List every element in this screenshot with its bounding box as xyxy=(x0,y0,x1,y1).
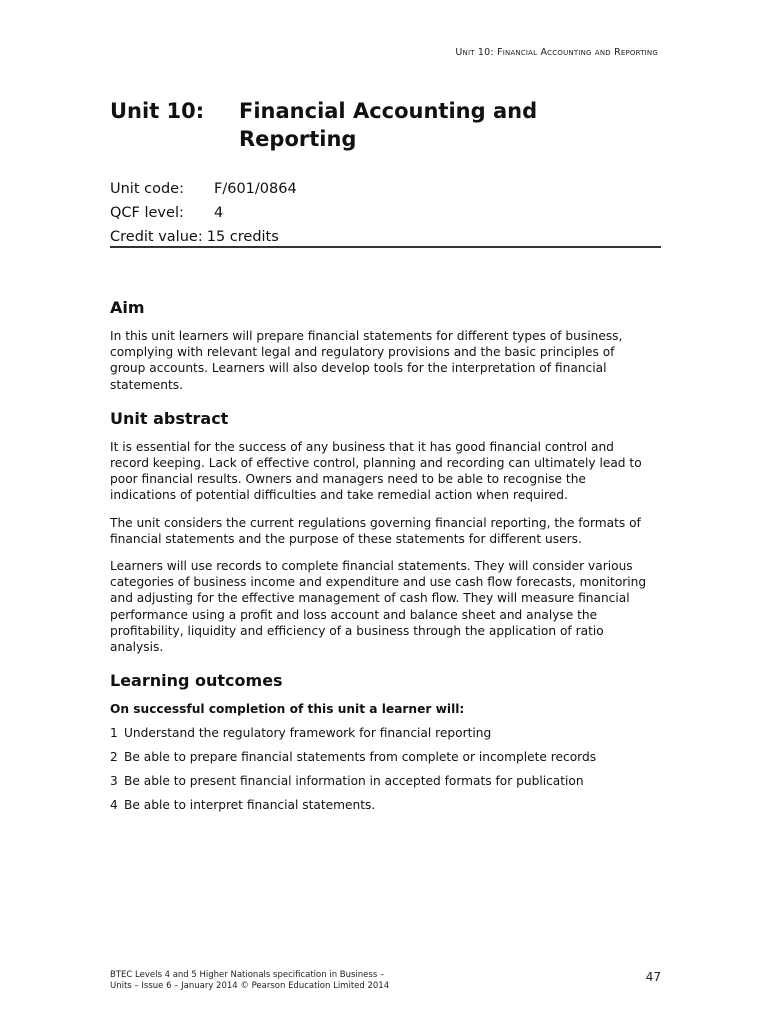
meta-unit-code xyxy=(110,177,297,201)
meta-value: F/601/0864 xyxy=(214,181,297,197)
aim-heading: Aim xyxy=(110,298,145,317)
outcome-text: Be able to present financial information in accepted formats for publication xyxy=(124,774,584,789)
page-number: 47 xyxy=(645,970,661,984)
page-footer xyxy=(110,970,661,992)
main-content xyxy=(110,298,650,829)
abstract-paragraph: It is essential for the success of any business that it has good financial control and record keeping. Lack of effective control, planning and recording can ultimately lead to poor financial results. Owners and managers need to be able to recognise the indications of potential difficulties and take remedial action when required. xyxy=(110,439,642,503)
list-item xyxy=(110,773,650,789)
meta-value: 15 credits xyxy=(206,229,279,245)
unit-number: Unit 10: xyxy=(110,99,205,123)
outcome-number: 3 xyxy=(110,774,118,789)
meta-label: Unit code: xyxy=(110,181,184,197)
aim-section xyxy=(110,298,650,393)
footer-line: BTEC Levels 4 and 5 Higher Nationals specification in Business – xyxy=(110,970,385,980)
list-item xyxy=(110,797,650,813)
outcome-number: 1 xyxy=(110,726,118,741)
divider xyxy=(110,246,661,248)
list-item xyxy=(110,749,650,765)
outcome-text: Understand the regulatory framework for financial reporting xyxy=(124,726,492,741)
abstract-section xyxy=(110,409,650,655)
running-head: Unit 10: Financial Accounting and Reporting xyxy=(455,47,658,58)
footer-line: Units – Issue 6 – January 2014 © Pearson Education Limited 2014 xyxy=(110,981,390,991)
list-item xyxy=(110,725,650,741)
meta-qcf-level xyxy=(110,201,297,225)
outcome-text: Be able to prepare financial statements from complete or incomplete records xyxy=(124,750,597,765)
abstract-paragraph: Learners will use records to complete financial statements. They will consider various categories of business income and expenditure and use cash flow forecasts, monitoring and adjusting for the effective management of cash flow. They will measure financial performance using a profit and loss account and balance sheet and analyse the profitability, liquidity and efficiency of a business through the application of ratio analysis. xyxy=(110,559,647,655)
abstract-heading: Unit abstract xyxy=(110,408,229,428)
page-title xyxy=(110,97,599,153)
outcomes-list xyxy=(110,725,650,813)
meta-label: QCF level: xyxy=(110,205,184,221)
outcomes-heading: Learning outcomes xyxy=(110,671,283,691)
outcomes-lead: On successful completion of this unit a learner will: xyxy=(110,702,465,717)
outcome-number: 2 xyxy=(110,750,118,765)
outcome-text: Be able to interpret financial statements. xyxy=(124,798,376,813)
outcomes-section xyxy=(110,671,650,813)
unit-title: Financial Accounting and Reporting xyxy=(239,99,538,151)
meta-label: Credit value: xyxy=(110,229,203,245)
meta-value: 4 xyxy=(214,205,224,221)
outcome-number: 4 xyxy=(110,798,118,813)
aim-text: In this unit learners will prepare financial statements for different types of business, complying with relevant legal and regulatory provisions and the basic principles of group accounts. Learners will also develop tools for the interpretation of financial statements. xyxy=(110,329,623,392)
abstract-paragraph: The unit considers the current regulations governing financial reporting, the formats of financial statements and the purpose of these statements for different users. xyxy=(110,515,641,546)
unit-meta xyxy=(110,177,297,249)
